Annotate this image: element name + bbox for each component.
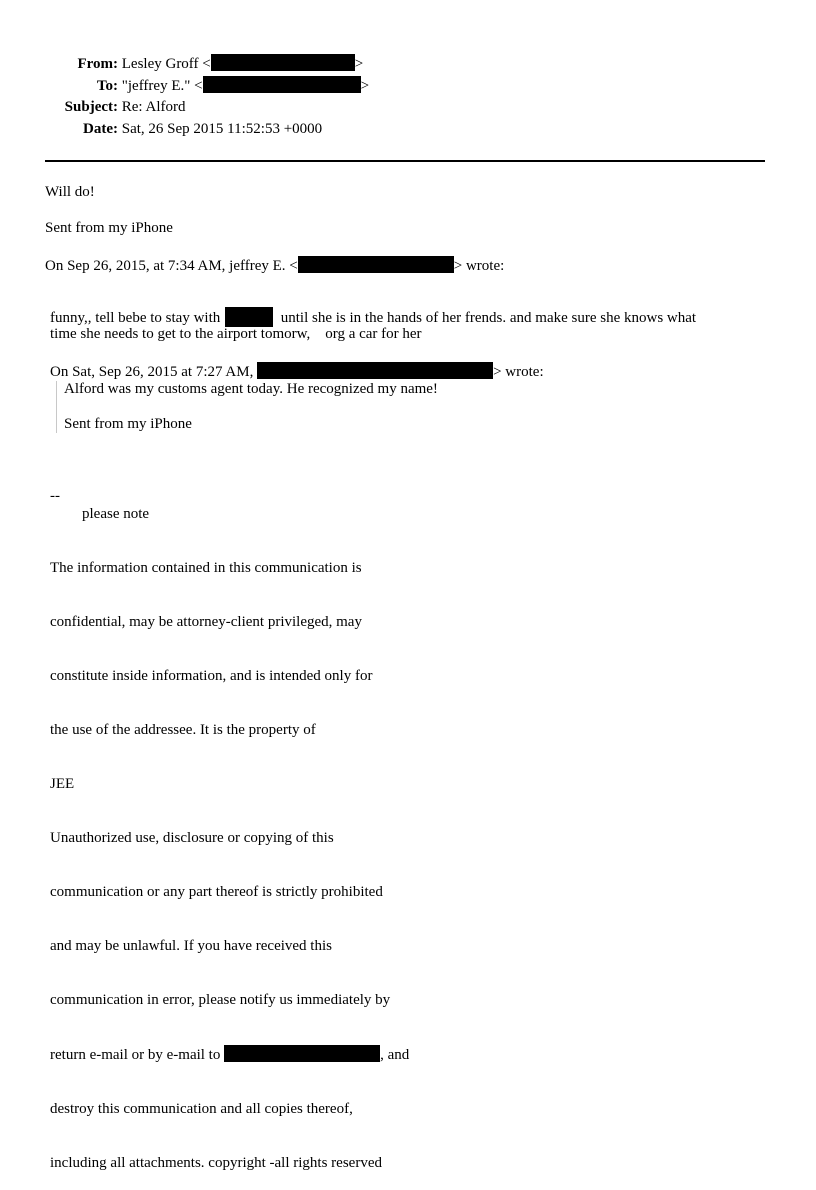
body-attribution [45, 256, 504, 275]
to-row [0, 76, 369, 95]
disclaimer-line: communication or any part thereof is strictly prohibited [50, 884, 383, 900]
subject-label: Subject: [64, 99, 118, 115]
disclaimer-line: confidential, may be attorney-client privileged, may [50, 614, 362, 630]
to-value: "jeffrey E." < [121, 78, 203, 94]
quoted-text: funny,, tell bebe to stay with [50, 310, 221, 326]
redaction-box [211, 54, 355, 71]
to-tail: > [360, 78, 370, 94]
redaction-box [225, 307, 273, 327]
disclaimer-email-line [50, 1045, 409, 1064]
redaction-box [257, 362, 493, 379]
attribution-text: On Sat, Sep 26, 2015 at 7:27 AM, [50, 364, 254, 380]
disclaimer-line: the use of the addressee. It is the property of [50, 722, 316, 738]
from-label: From: [77, 56, 118, 72]
disclaimer-line: Unauthorized use, disclosure or copying of this [50, 830, 334, 846]
disclaimer-line: including all attachments. copyright -all rights reserved [50, 1155, 382, 1171]
quote-bar [56, 381, 57, 433]
quoted-text: until she is in the hands of her frends. and make sure she knows what [280, 310, 697, 326]
disclaimer-line: JEE [50, 776, 75, 792]
disclaimer-block [50, 523, 409, 1190]
disclaimer-line: The information contained in this communication is [50, 560, 362, 576]
quoted-line-2: time she needs to get to the airport tomorw, org a car for her [50, 326, 422, 342]
attribution-tail: > wrote: [453, 258, 505, 274]
disclaimer-line: and may be unlawful. If you have received this [50, 938, 332, 954]
redaction-box [224, 1045, 380, 1062]
body-line-1: Will do! [45, 184, 95, 200]
date-value: Sat, 26 Sep 2015 11:52:53 +0000 [121, 121, 323, 137]
from-value: Lesley Groff < [121, 56, 211, 72]
signature-dashes: -- [50, 488, 60, 504]
header-divider [45, 160, 765, 162]
quoted-attribution [50, 362, 544, 381]
body-line-2: Sent from my iPhone [45, 220, 173, 236]
inner-quote-line-2: Sent from my iPhone [64, 416, 192, 432]
attribution-text: On Sep 26, 2015, at 7:34 AM, jeffrey E. < [45, 258, 298, 274]
to-label: To: [96, 78, 118, 94]
quoted-line-1 [50, 307, 696, 327]
date-label: Date: [83, 121, 118, 137]
disclaimer-line: destroy this communication and all copies thereof, [50, 1101, 353, 1117]
subject-value: Re: Alford [121, 99, 186, 115]
redaction-box [298, 256, 454, 273]
disclaimer-text: return e-mail or by e-mail to [50, 1047, 221, 1063]
signature-note: please note [82, 506, 150, 522]
disclaimer-line: communication in error, please notify us immediately by [50, 992, 391, 1008]
redaction-box [203, 76, 361, 93]
disclaimer-text: , and [380, 1047, 410, 1063]
from-row [0, 54, 363, 73]
inner-quote-line-1: Alford was my customs agent today. He recognized my name! [64, 381, 438, 397]
subject-row [0, 98, 186, 116]
date-row [0, 120, 322, 138]
from-tail: > [354, 56, 364, 72]
attribution-tail: > wrote: [493, 364, 544, 380]
disclaimer-line: constitute inside information, and is intended only for [50, 668, 373, 684]
